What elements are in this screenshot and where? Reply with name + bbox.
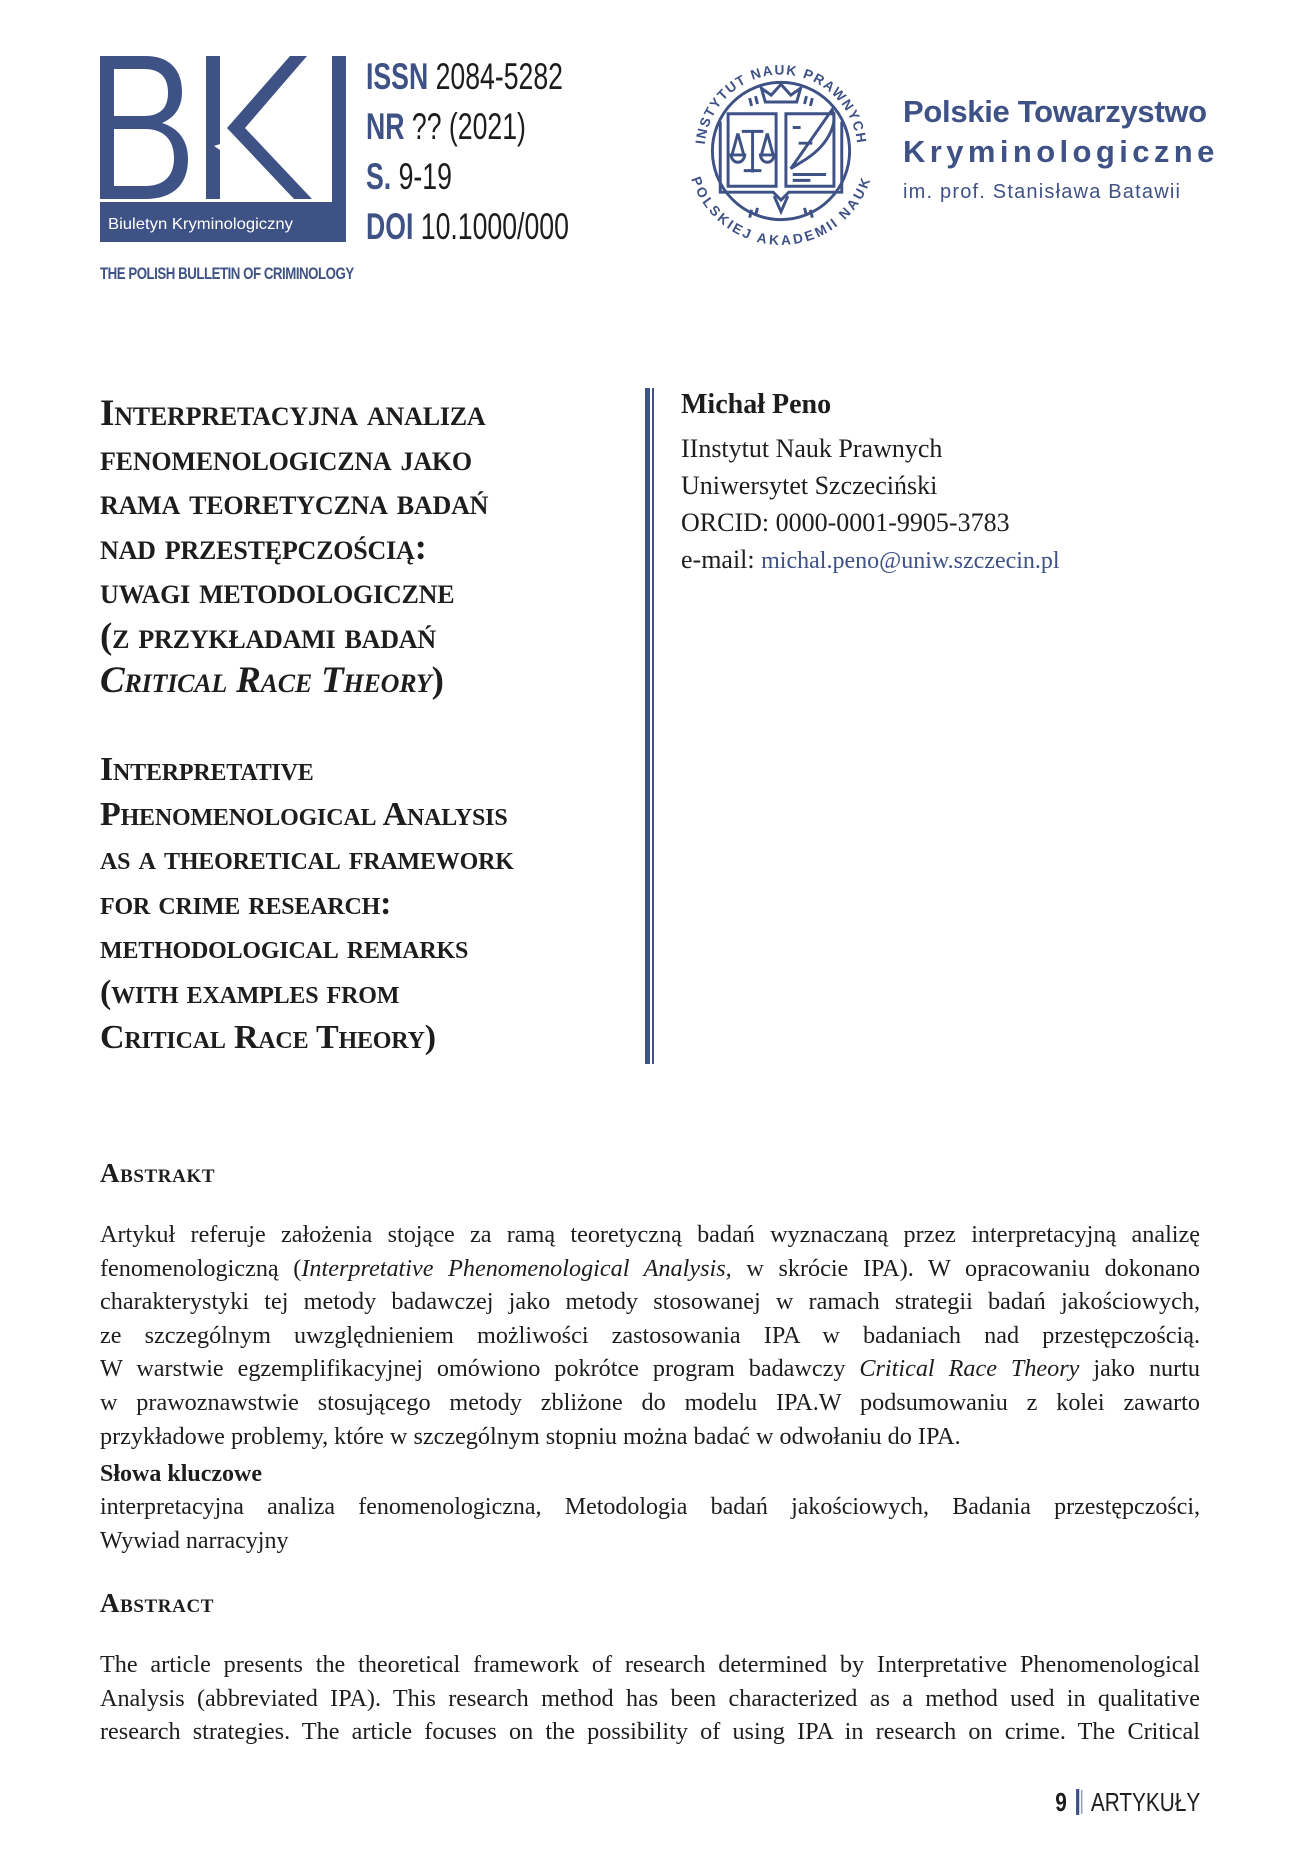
abstract-paragraph	[100, 1648, 1200, 1749]
doi-label: DOI	[366, 206, 414, 247]
title-pl-italic: Critical Race Theory	[100, 660, 432, 701]
society-line-1: Polskie Towarzystwo	[903, 94, 1207, 129]
abstract-line: research strategies. The article focuses on the possibility of using IPA in research on crime. The Critical	[100, 1718, 1200, 1746]
title-pl-line: uwagi metodologiczne	[100, 571, 455, 612]
page-footer	[1055, 1786, 1200, 1818]
society-line-3: im. prof. Stanisława Batawii	[903, 181, 1182, 203]
title-en-line: methodological remarks	[100, 929, 469, 967]
abstrakt-line	[100, 1352, 1200, 1386]
doi-value: 10.1000/000	[420, 206, 569, 247]
seal-bottom-text: POLSKIEJ AKADEMII NAUK	[688, 174, 874, 249]
author-affiliation-2: Uniwersytet Szczeciński	[681, 471, 938, 500]
text-run: w prawoznawstwie stosującego metody zbliżone do modelu IPA.W podsumowaniu z kolei zawarto	[100, 1388, 1200, 1416]
doi-row	[366, 202, 569, 252]
abstrakt-line	[100, 1218, 1200, 1252]
text-run: jako nurtu	[1079, 1355, 1200, 1383]
quill-icon	[791, 110, 834, 181]
title-polish	[100, 392, 640, 704]
abstract-heading: Abstract	[100, 1588, 215, 1618]
scales-icon	[731, 131, 774, 172]
title-english	[100, 748, 640, 1060]
logo-letter-k	[227, 56, 312, 199]
title-en-line: (with examples from	[100, 973, 400, 1011]
italic-term: Interpretative Phenomenological Analysis,	[301, 1254, 732, 1282]
issn-label: ISSN	[366, 56, 429, 97]
abstrakt-line	[100, 1420, 1200, 1454]
seal-top-text: INSTYTUT NAUK PRAWNYCH	[692, 62, 870, 146]
author-email-row	[681, 541, 1060, 578]
abstrakt-line	[100, 1386, 1200, 1420]
text-run: fenomenologiczną (	[100, 1254, 302, 1282]
email-label: e-mail:	[681, 545, 762, 574]
keywords	[100, 1491, 1200, 1558]
abstrakt-line	[100, 1285, 1200, 1319]
keywords-line: interpretacyjna analiza fenomenologiczna, Metodologia badań jakościowych, Badania przestępczości,	[100, 1494, 1200, 1520]
title-pl-line: fenomenologiczna jako	[100, 437, 472, 479]
email-link[interactable]: michal.peno@uniw.szczecin.pl	[761, 548, 1060, 574]
issn-value: 2084-5282	[435, 56, 563, 97]
society-name	[903, 92, 1219, 208]
footer-divider	[1076, 1789, 1079, 1815]
pages-value: 9-19	[398, 156, 452, 197]
abstract-line: Analysis (abbreviated IPA). This research method has been characterized as a method used in qualitative	[100, 1684, 1200, 1712]
title-pl-closing: )	[431, 660, 444, 701]
logo-band-text: Biuletyn Kryminologiczny	[108, 216, 293, 233]
pages-label: S.	[366, 156, 392, 197]
title-en-line: for crime research:	[100, 884, 392, 922]
abstrakt-heading: Abstrakt	[100, 1158, 216, 1188]
text-run: Artykuł referuje założenia stojące za ramą teoretyczną badań wyznaczaną przez interpretacyjną analizę	[100, 1221, 1200, 1248]
keywords-line: Wywiad narracyjny	[100, 1527, 289, 1554]
title-divider	[645, 388, 650, 1064]
italic-term: Critical Race Theory	[859, 1355, 1080, 1383]
author-name: Michał Peno	[681, 389, 832, 420]
abstrakt-line	[100, 1252, 1200, 1286]
title-pl-line: Interpretacyjna analiza	[100, 393, 486, 434]
pages-row	[366, 152, 569, 202]
author-affiliation-1: IInstytut Nauk Prawnych	[681, 434, 943, 463]
issn-row	[366, 52, 569, 102]
issue-value: ?? (2021)	[411, 106, 526, 147]
journal-meta	[366, 52, 648, 252]
title-pl-line: nad przestępczością:	[100, 526, 427, 568]
text-run: charakterystyki tej metody badawczej jako metody stosowanej w ramach strategii badań jakościowych,	[100, 1288, 1200, 1316]
society-line-2: Kryminologiczne	[903, 134, 1219, 169]
issue-label: NR	[366, 106, 405, 147]
title-divider-thin	[652, 388, 654, 1064]
title-pl-line	[100, 659, 640, 704]
text-run: przykładowe problemy, które w szczególnym stopniu można badać w odwołaniu do IPA.	[100, 1422, 961, 1450]
abstract-line: The article presents the theoretical framework of research determined by Interpretative Phenomenological	[100, 1651, 1200, 1678]
logo-letter-i	[206, 56, 220, 199]
title-en-line: Phenomenological Analysis	[100, 795, 508, 833]
text-run: W warstwie egzemplifikacyjnej omówiono pokrótce program badawczy	[100, 1355, 860, 1383]
title-en-line: Critical Race Theory)	[100, 1018, 436, 1056]
title-en-line: as a theoretical framework	[100, 840, 514, 878]
text-run: w skrócie IPA). W opracowaniu dokonano	[731, 1254, 1201, 1282]
author-orcid: ORCID: 0000-0001-9905-3783	[681, 508, 1010, 537]
section-name: ARTYKUŁY	[1090, 1787, 1200, 1817]
abstrakt-paragraph	[100, 1218, 1200, 1453]
title-pl-line: rama teoretyczna badań	[100, 482, 489, 523]
crown-icon	[761, 84, 800, 102]
keywords-label: Słowa kluczowe	[100, 1461, 262, 1487]
institute-seal	[683, 53, 879, 249]
text-run: ze szczególnym uwzględnieniem możliwości zastosowania IPA w badaniach nad przestępczością.	[100, 1321, 1200, 1349]
page-number: 9	[1054, 1787, 1067, 1817]
journal-subtitle: THE POLISH BULLETIN OF CRIMINOLOGY	[100, 264, 354, 283]
title-pl-line: (z przykładami badań	[100, 615, 436, 657]
logo-letter-b	[100, 56, 188, 199]
abstrakt-line	[100, 1319, 1200, 1353]
journal-logo	[100, 56, 352, 242]
author-block	[681, 386, 1060, 578]
title-en-line: Interpretative	[100, 751, 314, 788]
issue-row	[366, 102, 569, 152]
